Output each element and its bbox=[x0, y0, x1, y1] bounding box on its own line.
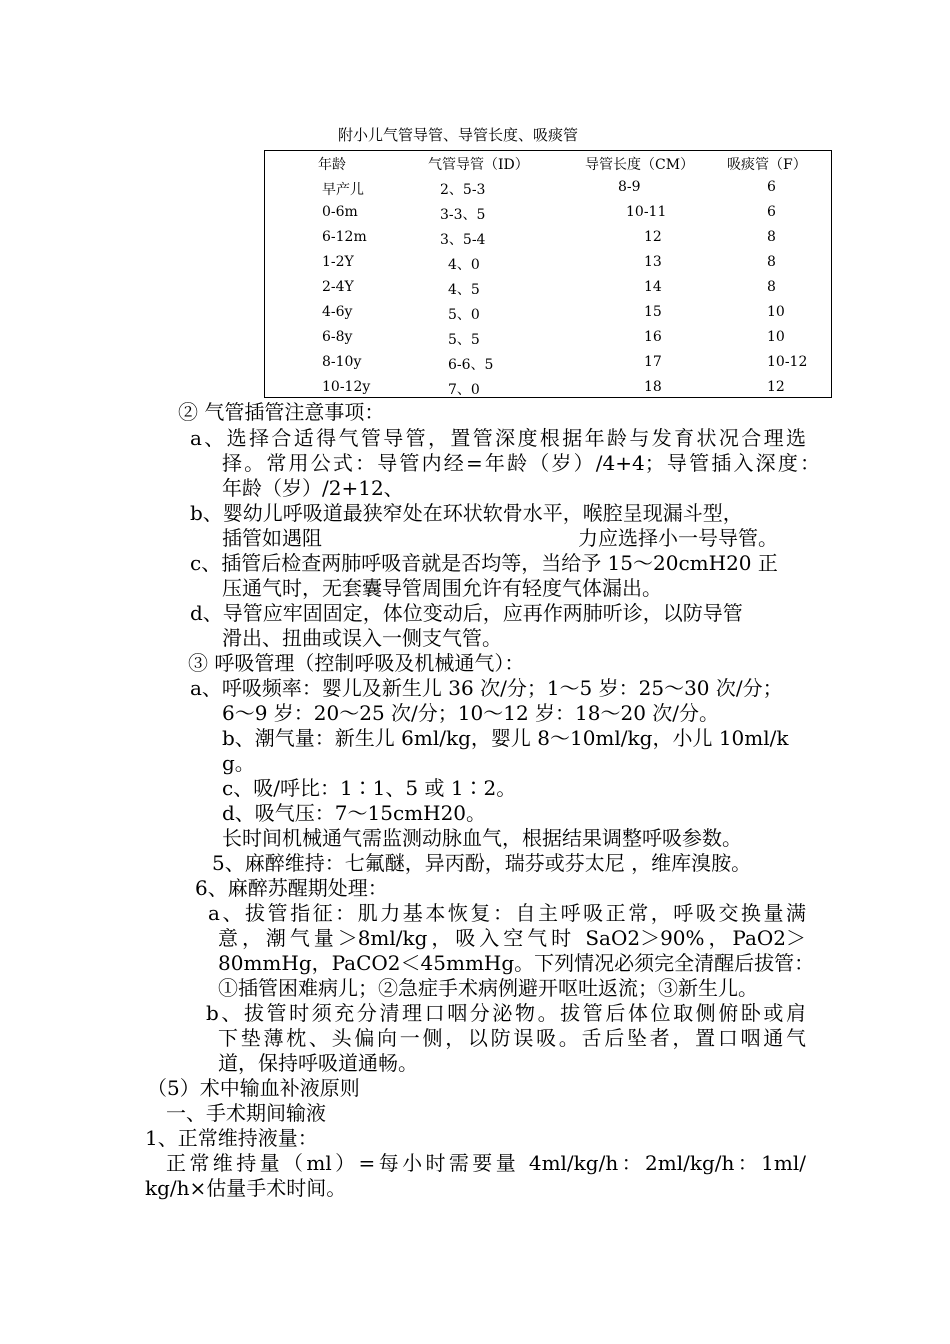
paragraph-line: 正常维持量（ml）=每小时需要量 4ml/kg/h：2ml/kg/h：1ml/ bbox=[166, 1151, 806, 1175]
section-heading-maintenance: 5、麻醉维持：七氟醚，异丙酚，瑞芬或芬太尼 ，维库溴胺。 bbox=[212, 851, 752, 875]
table-cell: 4-6y bbox=[322, 304, 353, 320]
tube-size-table bbox=[264, 150, 832, 398]
table-cell: 17 bbox=[644, 354, 662, 370]
paragraph-line: a、拔管指征：肌力基本恢复：自主呼吸正常，呼吸交换量满 bbox=[208, 901, 806, 925]
table-cell: 3-3、5 bbox=[440, 207, 486, 223]
paragraph-line: a、选择合适得气管导管，置管深度根据年龄与发育状况合理选 bbox=[190, 426, 806, 450]
table-cell: 6 bbox=[767, 179, 776, 195]
table-cell: 10-12 bbox=[767, 354, 808, 370]
table-cell: 8-10y bbox=[322, 354, 362, 370]
paragraph-line: 滑出、扭曲或误入一侧支气管。 bbox=[222, 626, 502, 650]
table-cell: 12 bbox=[767, 379, 785, 395]
table-cell: 3、5-4 bbox=[440, 232, 486, 248]
paragraph-line: 6～9 岁：20～25 次/分；10～12 岁：18～20 次/分。 bbox=[222, 701, 720, 725]
paragraph-line: kg/h×估量手术时间。 bbox=[145, 1176, 347, 1200]
table-cell: 8 bbox=[767, 279, 776, 295]
table-cell: 14 bbox=[644, 279, 662, 295]
paragraph-line: 插管如遇阻 bbox=[222, 526, 322, 550]
paragraph-line: b、拔管时须充分清理口咽分泌物。拔管后体位取侧俯卧或肩 bbox=[206, 1001, 806, 1025]
paragraph-line: d、导管应牢固固定，体位变动后，应再作两肺听诊，以防导管 bbox=[190, 601, 743, 625]
paragraph-line: 长时间机械通气需监测动脉血气，根据结果调整呼吸参数。 bbox=[222, 826, 742, 850]
paragraph-line: 年龄（岁）/2+12、 bbox=[222, 476, 404, 500]
paragraph-line: b、潮气量：新生儿 6ml/kg，婴儿 8～10ml/kg，小儿 10ml/k bbox=[222, 726, 789, 750]
table-cell: 10-11 bbox=[626, 204, 667, 220]
table-cell: 4、0 bbox=[448, 257, 480, 273]
section-heading-transfusion: （5）术中输血补液原则 bbox=[147, 1076, 360, 1100]
paragraph-line: c、吸/呼比：1∶1、5 或 1∶2。 bbox=[222, 776, 517, 800]
paragraph-line: 压通气时，无套囊导管周围允许有轻度气体漏出。 bbox=[222, 576, 662, 600]
table-cell: 1-2Y bbox=[322, 254, 354, 270]
table-cell: 8 bbox=[767, 229, 776, 245]
paragraph-line: a、呼吸频率：婴儿及新生儿 36 次/分；1～5 岁：25～30 次/分； bbox=[190, 676, 783, 700]
paragraph-line: b、婴幼儿呼吸道最狭窄处在环状软骨水平，喉腔呈现漏斗型， bbox=[190, 501, 743, 525]
table-header-id: 气管导管（ID） bbox=[428, 157, 529, 173]
table-cell: 0-6m bbox=[322, 204, 358, 220]
paragraph-line: c、插管后检查两肺呼吸音就是否均等，当给予 15～20cmH20 正 bbox=[190, 551, 778, 575]
table-caption: 附小儿气管导管、导管长度、吸痰管 bbox=[338, 126, 579, 144]
table-cell: 10-12y bbox=[322, 379, 371, 395]
paragraph-line: 力应选择小一号导管。 bbox=[578, 526, 778, 550]
table-cell: 6-6、5 bbox=[448, 357, 494, 373]
section-heading-respiration: ③ 呼吸管理（控制呼吸及机械通气）： bbox=[188, 651, 525, 675]
section-heading-recovery: 6、麻醉苏醒期处理： bbox=[195, 876, 388, 900]
section-heading-maintenance-volume: 1、正常维持液量： bbox=[145, 1126, 318, 1150]
table-cell: 10 bbox=[767, 329, 785, 345]
table-cell: 5、0 bbox=[448, 307, 480, 323]
section-heading-intubation: ② 气管插管注意事项： bbox=[178, 400, 385, 424]
paragraph-line: ①插管困难病儿；②急症手术病例避开呕吐返流；③新生儿。 bbox=[218, 976, 758, 1000]
paragraph-line: 下垫薄枕、头偏向一侧，以防误吸。舌后坠者，置口咽通气 bbox=[218, 1026, 806, 1050]
table-cell: 7、0 bbox=[448, 382, 480, 398]
section-heading-fluids: 一、手术期间输液 bbox=[166, 1101, 326, 1125]
paragraph-line: 道，保持呼吸道通畅。 bbox=[218, 1051, 418, 1075]
table-cell: 10 bbox=[767, 304, 785, 320]
table-cell: 6-12m bbox=[322, 229, 367, 245]
table-cell: 早产儿 bbox=[322, 182, 364, 198]
paragraph-line: 80mmHg，PaCO2＜45mmHg。下列情况必须完全清醒后拔管： bbox=[218, 951, 815, 975]
table-cell: 18 bbox=[644, 379, 662, 395]
table-cell: 12 bbox=[644, 229, 662, 245]
table-cell: 16 bbox=[644, 329, 662, 345]
table-cell: 6-8y bbox=[322, 329, 353, 345]
table-header-age: 年龄 bbox=[318, 157, 346, 173]
table-header-suction: 吸痰管（F） bbox=[727, 157, 807, 173]
table-cell: 6 bbox=[767, 204, 776, 220]
paragraph-line: 意，潮气量＞8ml/kg，吸入空气时 SaO2＞90%，PaO2＞ bbox=[218, 926, 806, 950]
table-cell: 8-9 bbox=[618, 179, 641, 195]
table-cell: 2-4Y bbox=[322, 279, 354, 295]
table-cell: 4、5 bbox=[448, 282, 480, 298]
table-header-length: 导管长度（CM） bbox=[585, 157, 695, 173]
table-cell: 2、5-3 bbox=[440, 182, 486, 198]
table-cell: 13 bbox=[644, 254, 662, 270]
table-cell: 5、5 bbox=[448, 332, 480, 348]
paragraph-line: 择。常用公式：导管内经=年龄（岁）/4+4；导管插入深度： bbox=[222, 451, 820, 475]
table-cell: 15 bbox=[644, 304, 662, 320]
table-cell: 8 bbox=[767, 254, 776, 270]
paragraph-line: d、吸气压：7～15cmH20。 bbox=[222, 801, 487, 825]
paragraph-line: g。 bbox=[222, 751, 255, 775]
